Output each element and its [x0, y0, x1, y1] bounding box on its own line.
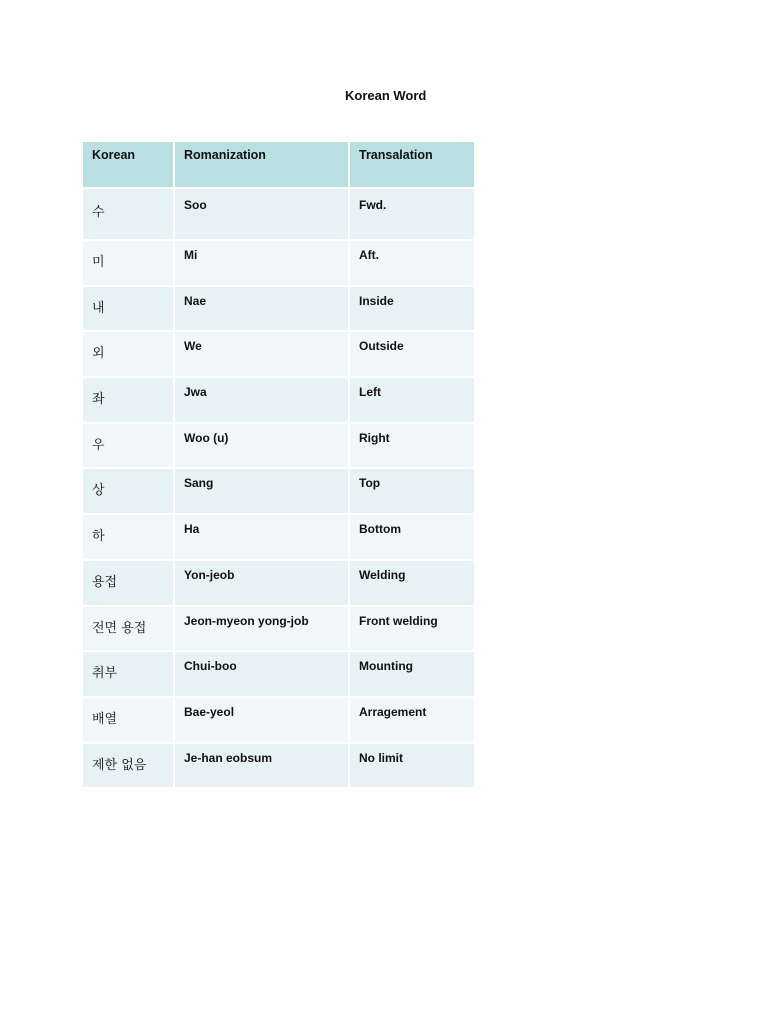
header-korean: Korean	[83, 142, 175, 189]
cell-romanization: Nae	[175, 287, 350, 333]
cell-translation: Bottom	[350, 515, 474, 561]
table-header	[83, 142, 474, 189]
cell-romanization: Yon-jeob	[175, 561, 350, 607]
cell-romanization: Sang	[175, 469, 350, 515]
cell-korean: 용접	[83, 561, 175, 607]
cell-korean: 제한 없음	[83, 744, 175, 790]
cell-translation: Right	[350, 424, 474, 470]
cell-korean: 상	[83, 469, 175, 515]
vocabulary-table	[83, 142, 474, 789]
cell-korean: 우	[83, 424, 175, 470]
cell-translation: Aft.	[350, 241, 474, 287]
table-row	[83, 607, 474, 653]
cell-korean: 전면 용접	[83, 607, 175, 653]
table-row	[83, 241, 474, 287]
cell-korean: 좌	[83, 378, 175, 424]
cell-romanization: We	[175, 332, 350, 378]
table-row	[83, 332, 474, 378]
cell-translation: Fwd.	[350, 189, 474, 241]
cell-translation: Mounting	[350, 652, 474, 698]
table-row	[83, 698, 474, 744]
cell-translation: Inside	[350, 287, 474, 333]
table-row	[83, 652, 474, 698]
cell-translation: Welding	[350, 561, 474, 607]
cell-translation: Left	[350, 378, 474, 424]
cell-translation: Outside	[350, 332, 474, 378]
table-row	[83, 189, 474, 241]
cell-korean: 하	[83, 515, 175, 561]
cell-romanization: Je-han eobsum	[175, 744, 350, 790]
cell-korean: 외	[83, 332, 175, 378]
cell-romanization: Mi	[175, 241, 350, 287]
cell-romanization: Woo (u)	[175, 424, 350, 470]
table-row	[83, 744, 474, 790]
cell-korean: 내	[83, 287, 175, 333]
header-romanization: Romanization	[175, 142, 350, 189]
table-row	[83, 424, 474, 470]
cell-romanization: Jwa	[175, 378, 350, 424]
cell-translation: Top	[350, 469, 474, 515]
table-body	[83, 189, 474, 789]
cell-romanization: Chui-boo	[175, 652, 350, 698]
cell-korean: 배열	[83, 698, 175, 744]
table-row	[83, 515, 474, 561]
document-title: Korean Word	[345, 88, 427, 103]
cell-translation: No limit	[350, 744, 474, 790]
cell-korean: 미	[83, 241, 175, 287]
cell-romanization: Bae-yeol	[175, 698, 350, 744]
table-row	[83, 378, 474, 424]
cell-translation: Front welding	[350, 607, 474, 653]
header-translation: Transalation	[350, 142, 474, 189]
cell-romanization: Jeon-myeon yong-job	[175, 607, 350, 653]
cell-korean: 취부	[83, 652, 175, 698]
cell-translation: Arragement	[350, 698, 474, 744]
cell-romanization: Ha	[175, 515, 350, 561]
table-row	[83, 287, 474, 333]
header-row	[83, 142, 474, 189]
table-row	[83, 469, 474, 515]
cell-korean: 수	[83, 189, 175, 241]
table-row	[83, 561, 474, 607]
cell-romanization: Soo	[175, 189, 350, 241]
